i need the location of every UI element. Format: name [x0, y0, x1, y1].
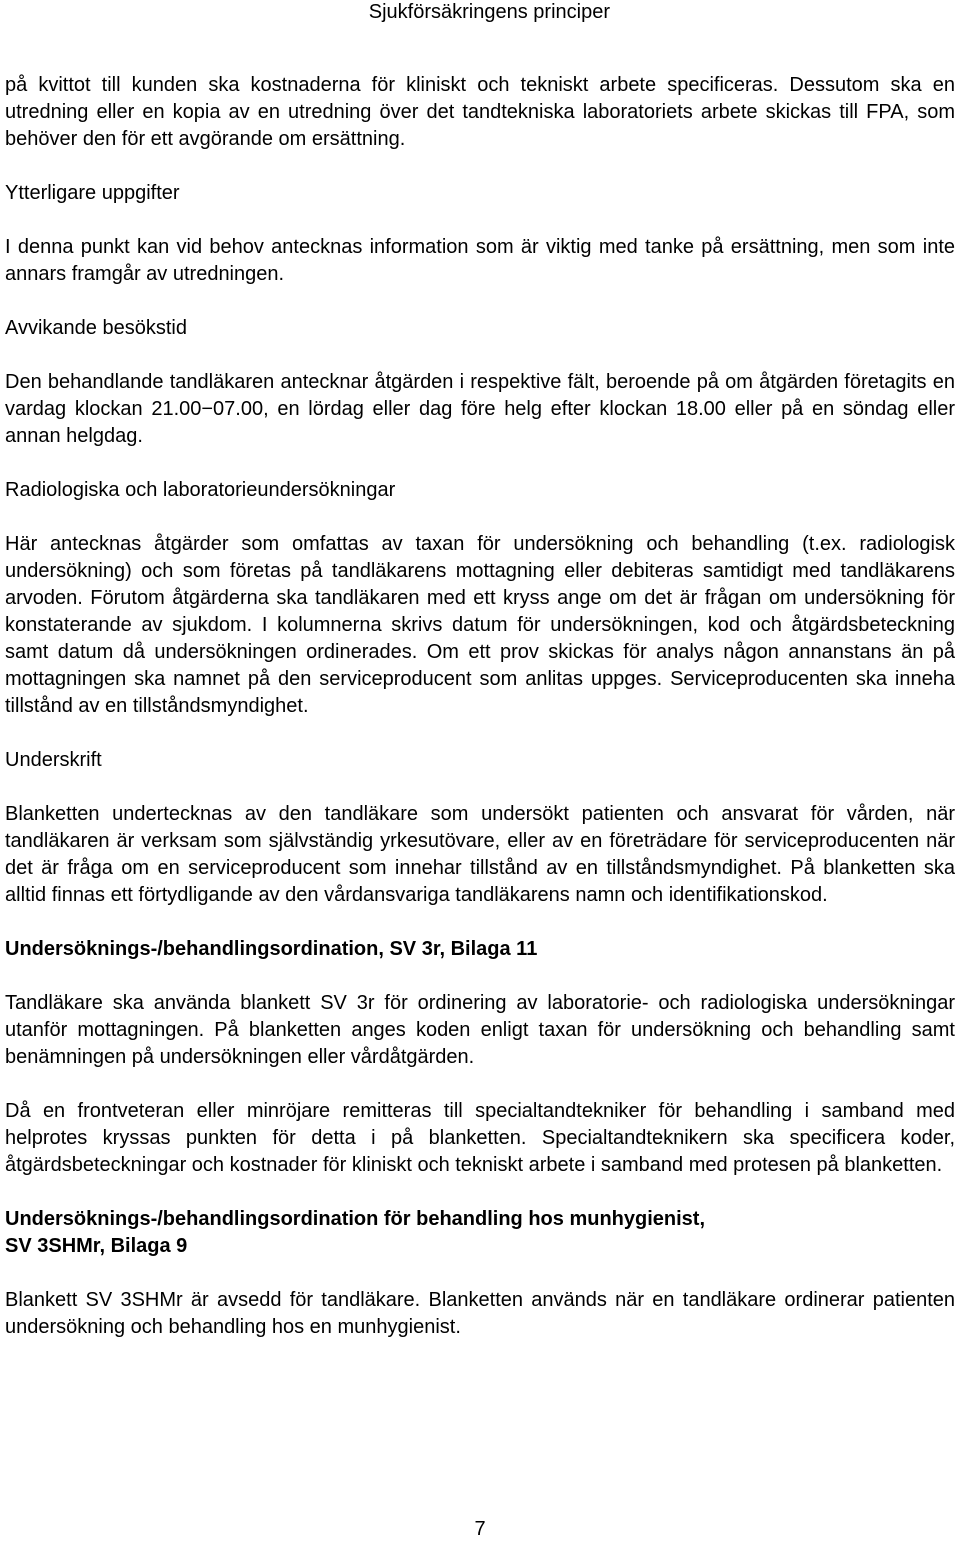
paragraph-underskrift: Blanketten undertecknas av den tandläkare som undersökt patienten och ansvarat för vården, när tandläkaren är verksam som självständig yrkesutövare, eller av en företrädare för serviceproducenten när det är fråga om en serviceproducent som innehar tillstånd av en tillståndsmyndighet. På blanketten ska alltid finnas ett förtydligande av den vårdansvariga tandläkarens namn och identifikationskod.	[5, 803, 955, 906]
paragraph-avvikande-besokstid: Den behandlande tandläkaren antecknar åtgärden i respektive fält, beroende på om åtgärden företagits en vardag klockan 21.00−07.00, en lördag eller dag före helg efter klockan 18.00 eller på en söndag eller annan helgdag.	[5, 371, 955, 447]
document-body	[5, 72, 955, 1341]
paragraph-receipt-specification: på kvittot till kunden ska kostnaderna för kliniskt och tekniskt arbete specificeras. Dessutom ska en utredning eller en kopia av en utredning över det tandtekniska laboratoriets arbete skickas till FPA, som behöver den för ett avgörande om ersättning.	[5, 74, 955, 150]
running-header: Sjukförsäkringens principer	[368, 1, 610, 23]
heading-ytterligare-uppgifter: Ytterligare uppgifter	[5, 182, 180, 204]
heading-avvikande-besokstid: Avvikande besökstid	[5, 317, 187, 339]
heading-sv3r: Undersöknings-/behandlingsordination, SV 3r, Bilaga 11	[5, 938, 538, 960]
paragraph-ytterligare-uppgifter: I denna punkt kan vid behov antecknas information som är viktig med tanke på ersättning, men som inte annars framgår av utredningen.	[5, 236, 955, 285]
paragraph-radiologiska: Här antecknas åtgärder som omfattas av taxan för undersökning och behandling (t.ex. radiologisk undersökning) och som företas på tandläkarens mottagning eller debiteras samtidigt med tandläkarens arvoden. Förutom åtgärderna ska tandläkaren med ett kryss ange om det är frågan om undersökning för konstaterande av sjukdom. I kolumnerna skrivs datum för undersökningen, kod och åtgärdsbeteckning samt datum då undersökningen ordinerades. Om ett prov skickas för analys någon annanstans än på mottagningen ska namnet på den serviceproducent som anlitas uppges. Serviceproducenten ska inneha tillstånd av en tillståndsmyndighet.	[5, 533, 955, 717]
heading-underskrift: Underskrift	[5, 749, 102, 771]
paragraph-sv3r-frontveteran: Då en frontveteran eller minröjare remitteras till specialtandtekniker för behandling i samband med helprotes kryssas punkten för detta i på blanketten. Specialtandteknikern ska specificera koder, åtgärdsbeteckningar och kostnader för kliniskt och tekniskt arbete i samband med protesen på blanketten.	[5, 1100, 955, 1176]
paragraph-sv3shmr: Blankett SV 3SHMr är avsedd för tandläkare. Blanketten används när en tandläkare ordinerar patienten undersökning och behandling hos en munhygienist.	[5, 1289, 955, 1338]
paragraph-sv3r-usage: Tandläkare ska använda blankett SV 3r för ordinering av laboratorie- och radiologiska undersökningar utanför mottagningen. På blanketten anges koden enligt taxan för undersökning och behandling samt benämningen på undersökningen eller vårdåtgärden.	[5, 992, 955, 1068]
heading-sv3shmr-line1: Undersöknings-/behandlingsordination för behandling hos munhygienist,	[5, 1208, 706, 1230]
heading-radiologiska: Radiologiska och laboratorieundersökningar	[5, 479, 396, 501]
heading-sv3shmr-line2: SV 3SHMr, Bilaga 9	[5, 1235, 188, 1257]
page-number: 7	[474, 1518, 486, 1540]
